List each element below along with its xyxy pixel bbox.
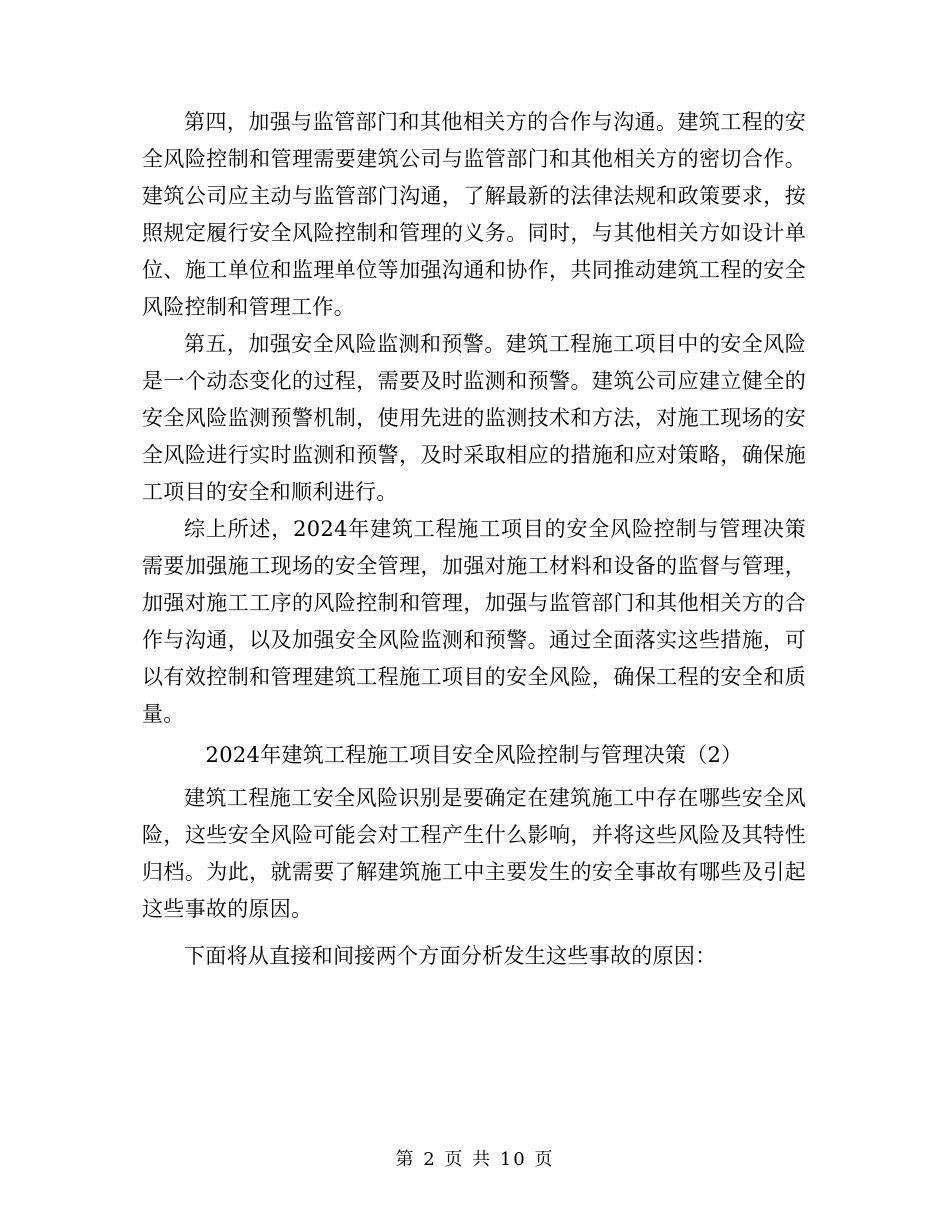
paragraph-fourth-point: 第四，加强与监管部门和其他相关方的合作与沟通。建筑工程的安全风险控制和管理需要建筑公司与监管部门和其他相关方的密切合作。建筑公司应主动与监管部门沟通，了解最新的法律法规和政策要求，按照规定履行安全风险控制和管理的义务。同时，与其他相关方如设计单位、施工单位和监理单位等加强沟通和协作，共同推动建筑工程的安全风险控制和管理工作。 (142, 110, 806, 319)
paragraph-cause-analysis: 下面将从直接和间接两个方面分析发生这些事故的原因： (184, 944, 717, 968)
document-body (142, 104, 806, 975)
paragraph-summary: 综上所述，2024年建筑工程施工项目的安全风险控制与管理决策需要加强施工现场的安全管理，加强对施工材料和设备的监督与管理，加强对施工工序的风险控制和管理，加强与监管部门和其他相关方的合作与沟通，以及加强安全风险监测和预警。通过全面落实这些措施，可以有效控制和管理建筑工程施工项目的安全风险，确保工程的安全和质量。 (142, 517, 806, 726)
page-number-footer: 第 2 页 共 10 页 (395, 1149, 555, 1170)
section-heading: 2024年建筑工程施工项目安全风险控制与管理决策（2） (205, 743, 743, 767)
paragraph-fifth-point: 第五，加强安全风险监测和预警。建筑工程施工项目中的安全风险是一个动态变化的过程，需要及时监测和预警。建筑公司应建立健全的安全风险监测预警机制，使用先进的监测技术和方法，对施工现场的安全风险进行实时监测和预警，及时采取相应的措施和应对策略，确保施工项目的安全和顺利进行。 (142, 332, 806, 504)
paragraph-risk-identification: 建筑工程施工安全风险识别是要确定在建筑施工中存在哪些安全风险，这些安全风险可能会对工程产生什么影响，并将这些风险及其特性归档。为此，就需要了解建筑施工中主要发生的安全事故有哪些及引起这些事故的原因。 (142, 786, 806, 921)
